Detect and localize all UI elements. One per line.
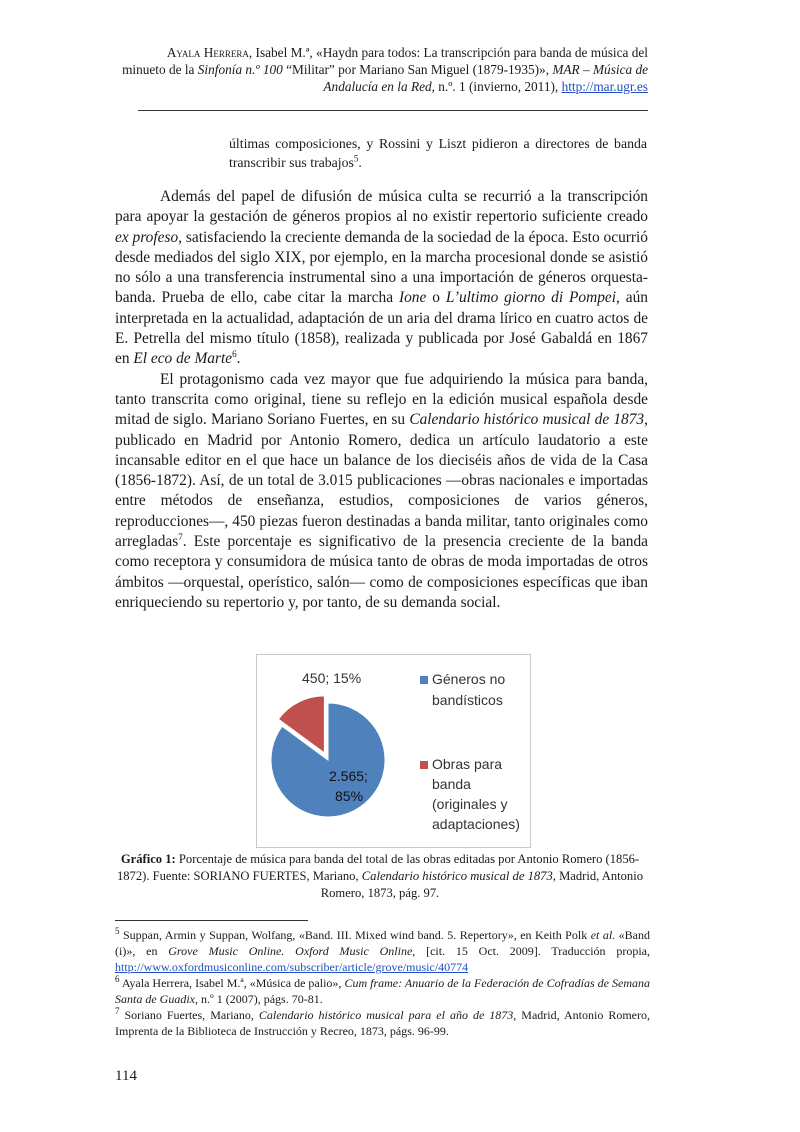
legend-text-2d: adaptaciones) <box>432 816 520 832</box>
header-line-3: Andalucía en la Red, n.º. 1 (invierno, 2011), http://mar.ugr.es <box>323 79 648 94</box>
footnotes <box>115 927 650 1039</box>
footnote-rule <box>115 920 308 921</box>
footnote-ref-6[interactable]: 6 <box>232 349 237 360</box>
data-label-small: 450; 15% <box>302 670 362 686</box>
legend-swatch-blue <box>420 676 428 684</box>
paragraph-1: Además del papel de difusión de música culta se recurrió a la transcripción para apoyar la gestación de géneros propios al no existir repertorio suficiente creado ex profeso, satisfaciendo la creciente demanda de la sociedad de la época. Esto ocurrió desde mediados del siglo XIX, por ejemplo, en la marcha procesional donde se asistió no sólo a una transferencia instrumental sino a una importación de géneros orquesta-banda. Prueba de ello, cabe citar la marcha Ione o L’ultimo giorno di Pompei, aún interpretada en la actualidad, adaptación de un aria del drama lírico en cuatro actos de E. Petrella del mismo título (1858), realizada y publicada por José Gabaldá en 1867 en El eco de Marte$^6$. <box>115 188 649 368</box>
header-line-2: minueto de la Sinfonía n.º 100 “Militar” por Mariano San Miguel (1879-1935)», MAR – Música de <box>122 62 648 77</box>
journal-link[interactable]: http://mar.ugr.es <box>561 79 648 94</box>
data-label-large-2: 85% <box>335 788 364 804</box>
legend-text-2a: Obras para <box>432 756 503 772</box>
data-label-large-1: 2.565; <box>329 768 368 784</box>
legend-text-1b: bandísticos <box>432 692 503 708</box>
header-rule <box>138 110 648 111</box>
grove-link[interactable]: http://www.oxfordmusiconline.com/subscriber/article/grove/music/40774 <box>115 960 469 974</box>
block-quote: últimas composiciones, y Rossini y Liszt pidieron a directores de banda transcribir sus trabajos$^5$. <box>229 136 647 170</box>
legend-text-1a: Géneros no <box>432 671 506 687</box>
paragraph-2: El protagonismo cada vez mayor que fue adquiriendo la música para banda, tanto transcrita como original, tiene su reflejo en la edición musical española desde mitad de siglo. Mariano Soriano Fuertes, en su Calendario histórico musical de 1873, publicado en Madrid por Antonio Romero, dedica un artículo laudatorio a este incansable editor en el que hace un balance de los dieciséis años de vida de la Casa (1856-1872). Así, de un total de 3.015 publicaciones —obras nacionales e importadas entre métodos de enseñanza, estudios, composiciones de varios géneros, reproducciones—, 450 piezas fueron destinadas a banda militar, tanto originales como arregladas$^7$. Este porcentaje es significativo de la presencia creciente de la banda como receptora y consumidora de música tanto de obras de moda importadas de otros ámbitos —orquestal, operístico, salón— como de composiciones específicas que iban enriqueciendo su repertorio y, por tanto, de su demanda social. <box>115 370 648 611</box>
footnote-7: $^7$ Soriano Fuertes, Mariano, Calendario histórico musical para el año de 1873, Madrid, Antonio Romero, Imprenta de la Biblioteca de Instrucción y Recreo, 1873, págs. 96-99. <box>115 1006 650 1038</box>
figure-caption: Gráfico 1: Porcentaje de música para banda del total de las obras editadas por Antonio Romero (1856-1872). Fuente: SORIANO FUERTES, Mariano, Calendario histórico musical de 1873, Madrid, Antonio Romero, 1873, pág. 97. <box>116 852 644 900</box>
body-text <box>115 187 648 613</box>
footnote-ref-5[interactable]: 5 <box>353 153 359 164</box>
footnote-5: $^5$ Suppan, Armin y Suppan, Wolfang, «Band. III. Mixed wind band. 5. Repertory», en Keith Polk et al. «Band (i)», en Grove Music Online. Oxford Music Online, [cit. 15 Oct. 2009]. Traducción propia, http://www.oxfordmusiconline.com/subscriber/article/grove/music/40774 <box>115 926 651 974</box>
page-number: 114 <box>115 1068 137 1084</box>
footnote-ref-7[interactable]: 7 <box>178 531 183 542</box>
pie-chart-svg <box>257 655 530 847</box>
legend-text-2c: (originales y <box>432 796 508 812</box>
legend-text-2b: banda <box>432 776 471 792</box>
header-line-1: Ayala Herrera, Isabel M.ª, «Haydn para todos: La transcripción para banda de música del <box>166 45 648 60</box>
running-header <box>112 44 648 95</box>
pie-chart <box>256 654 531 848</box>
footnote-6: $^6$ Ayala Herrera, Isabel M.ª, «Música de palio», Cum frame: Anuario de la Federación de Cofradías de Semana Santa de Guadix, n.º 1 (2007), págs. 70-81. <box>115 974 650 1006</box>
legend-swatch-red <box>420 761 428 769</box>
